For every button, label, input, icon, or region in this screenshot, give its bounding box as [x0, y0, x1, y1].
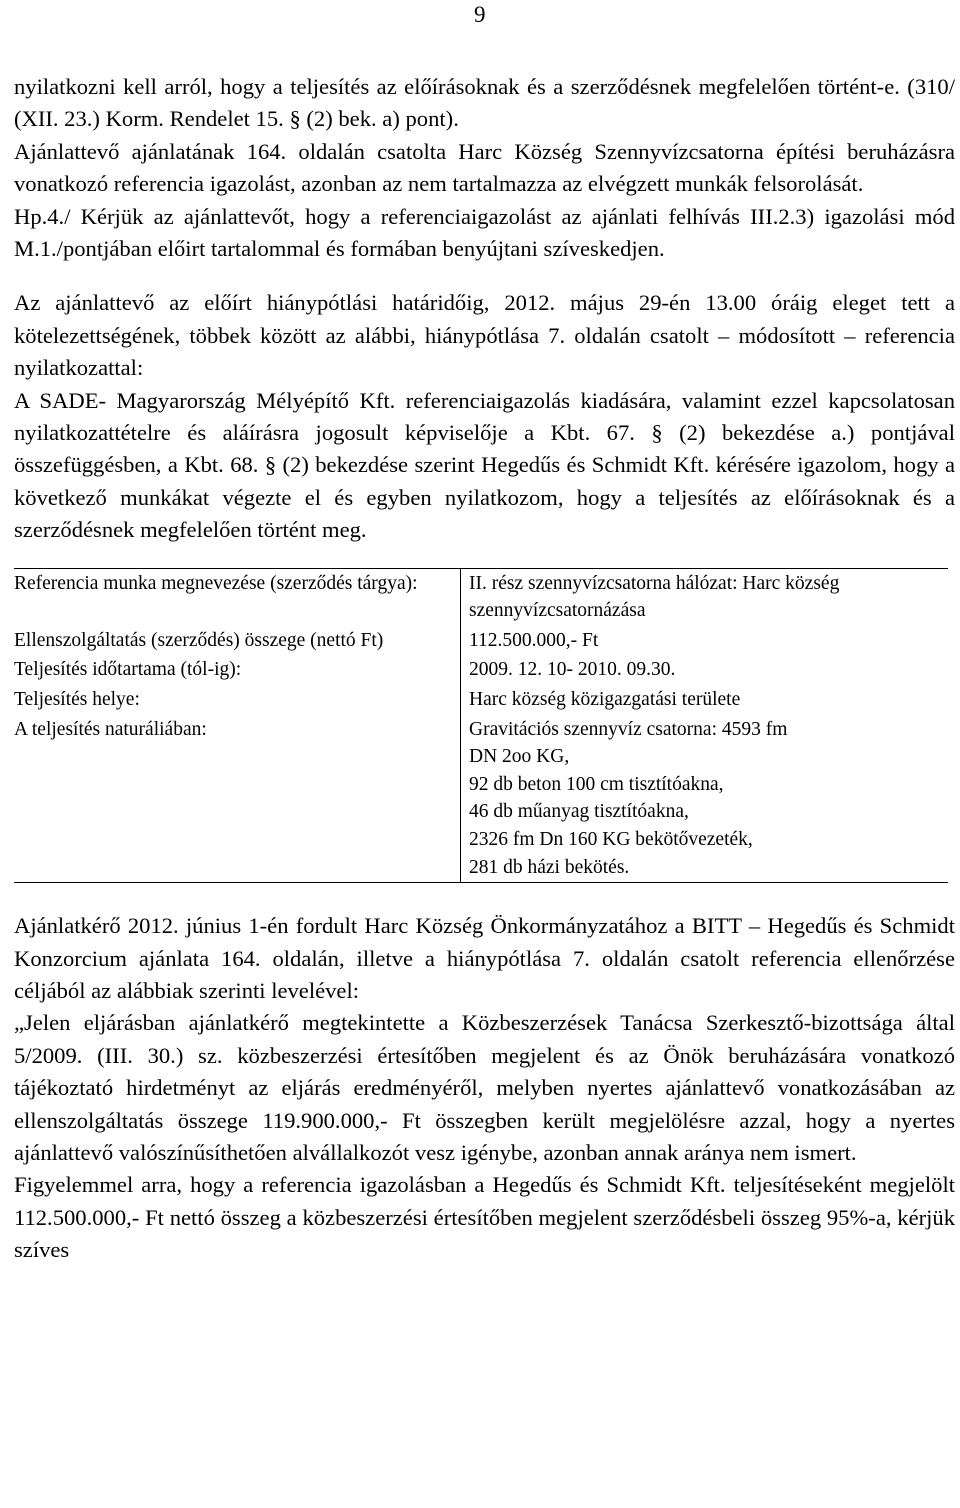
table-row: [14, 685, 948, 715]
reference-label: Referencia munka megnevezése (szerződés tárgya):: [14, 572, 418, 594]
table-row: [14, 568, 948, 626]
table-row: [14, 655, 948, 685]
location-value: Harc község közigazgatási területe: [461, 685, 949, 715]
reference-table: [14, 568, 948, 884]
table-row: [14, 715, 948, 883]
amount-value: 112.500.000,- Ft: [461, 626, 949, 656]
duration-label: Teljesítés időtartama (tól-ig):: [14, 659, 242, 681]
paragraph-amount-comparison: Figyelemmel arra, hogy a referencia igazolásban a Hegedűs és Schmidt Kft. teljesítéseként megjelölt 112.500.000,- Ft nettó összeg a közbeszerzési értesítőben megjelent szerződésbeli összeg 95%-a, kérjük szíves: [14, 1172, 955, 1263]
paragraph-contracting-authority-letter: Ajánlatkérő 2012. június 1-én fordult Harc Község Önkormányzatához a BITT – Hegedűs és Schmidt Konzorcium ajánlata 164. oldalán, illetve a hiánypótlása 7. oldalán csatolt referencia ellenőrzése céljából az alábbiak szerinti levelével:: [14, 913, 955, 1004]
paragraph-gap: [14, 265, 955, 287]
document-body: [14, 71, 955, 1267]
works-item: Gravitációs szennyvíz csatorna: 4593 fm: [469, 718, 788, 740]
paragraph-deficiency-request: Hp.4./ Kérjük az ajánlattevőt, hogy a referenciaigazolást az ajánlati felhívás III.2.3) igazolási mód M.1./pontjában előirt tartalommal és formában benyújtani szíveskedjen.: [14, 203, 955, 262]
works-item: 46 db műanyag tisztítóakna,: [469, 801, 689, 823]
table-row: [14, 626, 948, 656]
works-label: A teljesítés naturáliában:: [14, 718, 207, 740]
duration-value: 2009. 12. 10- 2010. 09.30.: [461, 655, 949, 685]
amount-label: Ellenszolgáltatás (szerződés) összege (nettó Ft): [14, 629, 384, 651]
works-item: 281 db házi bekötés.: [469, 856, 630, 878]
works-item: 92 db beton 100 cm tisztítóakna,: [469, 773, 724, 795]
page-number: 9: [474, 2, 486, 27]
paragraph-reference-missing: Ajánlattevő ajánlatának 164. oldalán csatolta Harc Község Szennyvízcsatorna építési beruházásra vonatkozó referencia igazolást, azonban az nem tartalmazza az elvégzett munkák felsorolását.: [14, 138, 955, 197]
paragraph-reference-declaration: A SADE- Magyarország Mélyépítő Kft. referenciaigazolás kiadására, valamint ezzel kapcsolatosan nyilatkozattételre és aláírásra jogosult képviselője a Kbt. 67. § (2) bekezdése a.) pontjával összefüggésben, a Kbt. 68. § (2) bekezdése szerint Hegedűs és Schmidt Kft. kérésére igazolom, hogy a következő munkákat végezte el és egyben nyilatkozom, hogy a teljesítés az előírásoknak és a szerződésnek megfelelően történt meg.: [14, 387, 955, 543]
reference-value: II. rész szennyvízcsatorna hálózat: Harc község szennyvízcsatornázása: [461, 568, 949, 626]
paragraph-statement: nyilatkozni kell arról, hogy a teljesítés az előírásoknak és a szerződésnek megfelelően történt-e. (310/ (XII. 23.) Korm. Rendelet 15. § (2) bek. a) pont).: [14, 74, 955, 132]
works-value: [461, 715, 949, 883]
works-item: 2326 fm Dn 160 KG bekötővezeték,: [469, 829, 753, 851]
paragraph-deficiency-response: Az ajánlattevő az előírt hiánypótlási határidőig, 2012. május 29-én 13.00 óráig eleget tett a kötelezettségének, többek között az alábbi, hiánypótlása 7. oldalán csatolt – módosított – referencia nyilatkozattal:: [14, 290, 955, 381]
location-label: Teljesítés helye:: [14, 689, 140, 711]
paragraph-quoted-letter: „Jelen eljárásban ajánlatkérő megtekintette a Közbeszerzések Tanácsa Szerkesztő-bizottsága által 5/2009. (III. 30.) sz. közbeszerzési értesítőben megjelent és az Önök beruházására vonatkozó tájékoztató hirdetményt az eljárás eredményéről, melyben nyertes ajánlattevő vonatkozásában az ellenszolgáltatás összege 119.900.000,- Ft összegben került megjelölésre azzal, hogy a nyertes ajánlattevő valószínűsíthetően alvállalkozót vesz igénybe, azonban annak aránya nem ismert.: [14, 1010, 955, 1166]
works-item: DN 2oo KG,: [469, 746, 570, 768]
